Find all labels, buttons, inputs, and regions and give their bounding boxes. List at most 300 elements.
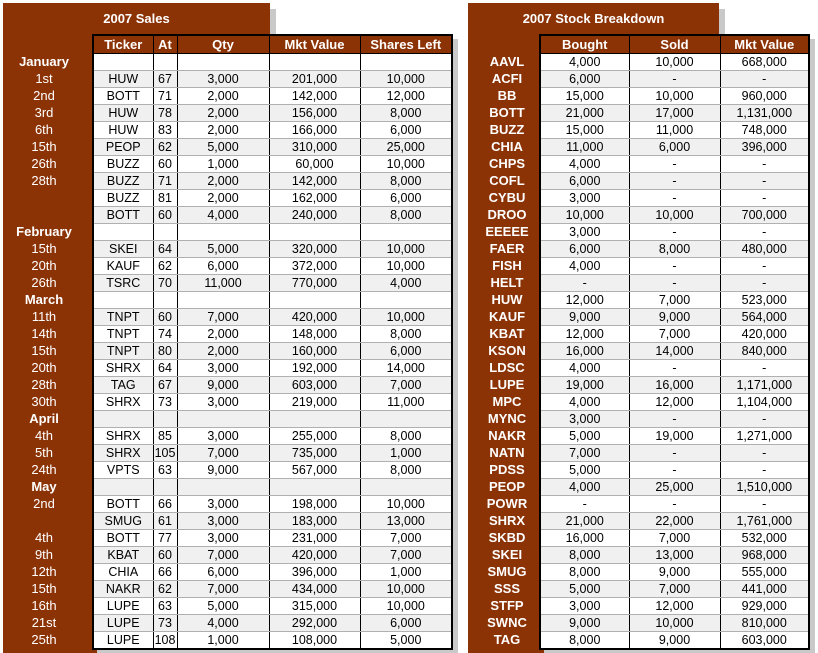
table-cell[interactable]: 603,000 bbox=[269, 377, 360, 394]
table-cell[interactable]: 11,000 bbox=[360, 394, 452, 411]
table-cell[interactable]: 9,000 bbox=[177, 462, 269, 479]
table-cell[interactable]: 16,000 bbox=[629, 377, 720, 394]
table-cell[interactable]: 7,000 bbox=[629, 326, 720, 343]
header-bought[interactable]: Bought bbox=[540, 35, 629, 54]
table-cell[interactable] bbox=[360, 224, 452, 241]
table-cell[interactable]: 142,000 bbox=[269, 88, 360, 105]
table-cell[interactable]: 73 bbox=[153, 615, 177, 632]
table-cell[interactable]: TSRC bbox=[93, 275, 153, 292]
table-cell[interactable]: TNPT bbox=[93, 309, 153, 326]
table-cell[interactable]: 148,000 bbox=[269, 326, 360, 343]
table-cell[interactable]: - bbox=[629, 360, 720, 377]
table-cell[interactable]: 700,000 bbox=[720, 207, 809, 224]
table-cell[interactable]: 2,000 bbox=[177, 190, 269, 207]
table-cell[interactable]: - bbox=[629, 462, 720, 479]
table-cell[interactable]: 3,000 bbox=[540, 598, 629, 615]
table-cell[interactable]: 2,000 bbox=[177, 122, 269, 139]
table-cell[interactable]: - bbox=[720, 496, 809, 513]
table-cell[interactable] bbox=[360, 292, 452, 309]
table-cell[interactable]: 4,000 bbox=[540, 156, 629, 173]
table-cell[interactable]: - bbox=[720, 224, 809, 241]
table-cell[interactable]: KAUF bbox=[93, 258, 153, 275]
table-cell[interactable]: - bbox=[629, 224, 720, 241]
table-cell[interactable]: BOTT bbox=[93, 530, 153, 547]
header-shares-left[interactable]: Shares Left bbox=[360, 35, 452, 54]
table-cell[interactable]: 3,000 bbox=[177, 394, 269, 411]
table-cell[interactable]: 420,000 bbox=[720, 326, 809, 343]
ticker-label: FAER bbox=[489, 241, 525, 256]
date-label: 28th bbox=[31, 173, 57, 188]
table-cell[interactable]: 67 bbox=[153, 71, 177, 88]
table-cell[interactable]: 108 bbox=[154, 633, 176, 647]
table-cell[interactable]: 1,171,000 bbox=[720, 377, 809, 394]
table-cell[interactable] bbox=[177, 479, 269, 496]
table-cell[interactable]: 4,000 bbox=[540, 54, 629, 71]
table-cell[interactable] bbox=[93, 292, 153, 309]
table-cell[interactable]: 4,000 bbox=[540, 479, 629, 496]
table-cell[interactable]: NAKR bbox=[93, 581, 153, 598]
table-cell[interactable]: 21,000 bbox=[540, 513, 629, 530]
table-cell[interactable]: 8,000 bbox=[360, 462, 452, 479]
table-cell[interactable]: 1,510,000 bbox=[720, 479, 809, 496]
table-cell[interactable]: 372,000 bbox=[269, 258, 360, 275]
table-cell[interactable]: - bbox=[629, 156, 720, 173]
table-cell[interactable] bbox=[153, 292, 177, 309]
table-cell[interactable]: 7,000 bbox=[360, 530, 452, 547]
table-cell[interactable]: 4,000 bbox=[360, 275, 452, 292]
table-cell[interactable]: 10,000 bbox=[629, 88, 720, 105]
table-cell[interactable]: 15,000 bbox=[540, 122, 629, 139]
table-cell[interactable]: 11,000 bbox=[540, 139, 629, 156]
table-cell[interactable]: 80 bbox=[153, 343, 177, 360]
table-cell[interactable]: 9,000 bbox=[540, 615, 629, 632]
table-cell[interactable]: 60 bbox=[153, 309, 177, 326]
table-cell[interactable]: 166,000 bbox=[269, 122, 360, 139]
table-cell[interactable]: - bbox=[720, 71, 809, 88]
table-cell[interactable]: - bbox=[720, 156, 809, 173]
table-cell[interactable]: - bbox=[540, 275, 629, 292]
table-cell[interactable]: 420,000 bbox=[269, 547, 360, 564]
table-cell[interactable]: 10,000 bbox=[360, 241, 452, 258]
table-cell[interactable] bbox=[93, 54, 153, 71]
table-cell[interactable]: 6,000 bbox=[360, 343, 452, 360]
table-cell[interactable]: 9,000 bbox=[177, 377, 269, 394]
table-cell[interactable]: 532,000 bbox=[720, 530, 809, 547]
table-cell[interactable]: 17,000 bbox=[629, 105, 720, 122]
table-cell[interactable]: 8,000 bbox=[540, 632, 629, 650]
table-cell[interactable]: 3,000 bbox=[177, 71, 269, 88]
table-cell[interactable]: 219,000 bbox=[269, 394, 360, 411]
table-cell[interactable]: 3,000 bbox=[540, 411, 629, 428]
table-cell[interactable]: 10,000 bbox=[360, 496, 452, 513]
table-cell[interactable]: HUW bbox=[93, 122, 153, 139]
table-cell[interactable]: 12,000 bbox=[540, 326, 629, 343]
table-cell[interactable]: 6,000 bbox=[360, 122, 452, 139]
table-cell[interactable]: 81 bbox=[153, 190, 177, 207]
table-cell[interactable]: 156,000 bbox=[269, 105, 360, 122]
table-cell[interactable]: TAG bbox=[93, 377, 153, 394]
table-cell[interactable]: - bbox=[720, 258, 809, 275]
table-cell[interactable]: 7,000 bbox=[177, 581, 269, 598]
table-cell[interactable]: 523,000 bbox=[720, 292, 809, 309]
table-cell[interactable]: 22,000 bbox=[629, 513, 720, 530]
table-cell[interactable]: 564,000 bbox=[720, 309, 809, 326]
table-cell[interactable]: 9,000 bbox=[629, 564, 720, 581]
table-cell[interactable]: SHRX bbox=[93, 428, 153, 445]
table-cell[interactable]: 3,000 bbox=[177, 428, 269, 445]
table-cell[interactable]: - bbox=[720, 445, 809, 462]
header-ticker[interactable]: Ticker bbox=[93, 35, 153, 54]
table-cell[interactable]: 3,000 bbox=[177, 513, 269, 530]
table-cell[interactable]: SMUG bbox=[93, 513, 153, 530]
table-cell[interactable]: 231,000 bbox=[269, 530, 360, 547]
table-cell[interactable]: 2,000 bbox=[177, 88, 269, 105]
table-row bbox=[93, 530, 452, 547]
table-cell[interactable]: 78 bbox=[153, 105, 177, 122]
table-cell[interactable]: 8,000 bbox=[540, 547, 629, 564]
table-cell[interactable]: VPTS bbox=[93, 462, 153, 479]
table-cell[interactable]: 10,000 bbox=[540, 207, 629, 224]
table-cell[interactable]: - bbox=[720, 462, 809, 479]
table-cell[interactable]: 12,000 bbox=[360, 88, 452, 105]
table-cell[interactable]: 9,000 bbox=[540, 309, 629, 326]
table-cell[interactable]: 14,000 bbox=[360, 360, 452, 377]
table-cell[interactable]: 567,000 bbox=[269, 462, 360, 479]
table-cell[interactable]: PEOP bbox=[93, 139, 153, 156]
table-cell[interactable]: 13,000 bbox=[629, 547, 720, 564]
ticker-label: BUZZ bbox=[489, 122, 525, 137]
table-cell[interactable]: 192,000 bbox=[269, 360, 360, 377]
table-cell[interactable]: 9,000 bbox=[629, 309, 720, 326]
table-cell[interactable]: - bbox=[629, 71, 720, 88]
table-cell[interactable]: 2,000 bbox=[177, 173, 269, 190]
table-cell[interactable]: 770,000 bbox=[269, 275, 360, 292]
table-cell[interactable]: 320,000 bbox=[269, 241, 360, 258]
table-cell[interactable]: 5,000 bbox=[360, 632, 452, 650]
table-cell[interactable]: 968,000 bbox=[720, 547, 809, 564]
table-cell[interactable]: 480,000 bbox=[720, 241, 809, 258]
table-cell[interactable] bbox=[269, 479, 360, 496]
table-cell[interactable] bbox=[360, 54, 452, 71]
table-cell[interactable]: 64 bbox=[153, 241, 177, 258]
table-cell[interactable]: 10,000 bbox=[360, 309, 452, 326]
header-sold[interactable]: Sold bbox=[629, 35, 720, 54]
table-cell[interactable] bbox=[93, 224, 153, 241]
table-cell[interactable]: 603,000 bbox=[720, 632, 809, 650]
table-cell[interactable]: - bbox=[629, 173, 720, 190]
table-cell[interactable]: 1,000 bbox=[360, 445, 452, 462]
table-cell[interactable]: SHRX bbox=[93, 445, 153, 462]
sales-table bbox=[92, 34, 453, 650]
table-cell[interactable]: 6,000 bbox=[540, 173, 629, 190]
table-cell[interactable]: BUZZ bbox=[93, 156, 153, 173]
table-cell[interactable]: 8,000 bbox=[360, 105, 452, 122]
table-cell[interactable]: 7,000 bbox=[177, 547, 269, 564]
table-cell[interactable]: 66 bbox=[153, 564, 177, 581]
table-cell[interactable]: 83 bbox=[153, 122, 177, 139]
table-cell[interactable]: 77 bbox=[153, 530, 177, 547]
date-label: 4th bbox=[34, 530, 54, 545]
table-cell[interactable] bbox=[153, 224, 177, 241]
table-row bbox=[93, 462, 452, 479]
table-cell[interactable]: 5,000 bbox=[540, 428, 629, 445]
table-cell[interactable]: 5,000 bbox=[540, 581, 629, 598]
date-label: 20th bbox=[31, 258, 57, 273]
table-cell[interactable]: 7,000 bbox=[629, 292, 720, 309]
table-cell[interactable]: 9,000 bbox=[629, 632, 720, 650]
table-cell[interactable]: 14,000 bbox=[629, 343, 720, 360]
table-cell[interactable]: 240,000 bbox=[269, 207, 360, 224]
table-cell[interactable]: 67 bbox=[153, 377, 177, 394]
table-cell[interactable] bbox=[177, 292, 269, 309]
table-cell[interactable]: 6,000 bbox=[540, 71, 629, 88]
stock-ticker-labels bbox=[466, 53, 548, 648]
table-cell[interactable]: 315,000 bbox=[269, 598, 360, 615]
table-cell[interactable]: 555,000 bbox=[720, 564, 809, 581]
table-cell[interactable]: LUPE bbox=[93, 615, 153, 632]
table-cell[interactable]: 11,000 bbox=[629, 122, 720, 139]
table-cell[interactable]: 840,000 bbox=[720, 343, 809, 360]
table-cell[interactable]: 6,000 bbox=[177, 258, 269, 275]
table-cell[interactable]: BUZZ bbox=[93, 173, 153, 190]
table-cell[interactable]: SKEI bbox=[93, 241, 153, 258]
table-cell[interactable]: - bbox=[720, 411, 809, 428]
table-cell[interactable]: SHRX bbox=[93, 360, 153, 377]
table-cell[interactable]: 4,000 bbox=[177, 207, 269, 224]
table-cell[interactable] bbox=[360, 479, 452, 496]
table-cell[interactable]: 3,000 bbox=[177, 530, 269, 547]
table-cell[interactable]: 198,000 bbox=[269, 496, 360, 513]
table-cell[interactable] bbox=[93, 479, 153, 496]
table-cell[interactable]: 62 bbox=[153, 258, 177, 275]
table-cell[interactable]: 396,000 bbox=[269, 564, 360, 581]
table-cell[interactable]: 62 bbox=[153, 581, 177, 598]
table-cell[interactable]: 310,000 bbox=[269, 139, 360, 156]
table-cell[interactable]: 61 bbox=[153, 513, 177, 530]
table-cell[interactable]: 7,000 bbox=[177, 445, 269, 462]
table-row bbox=[93, 309, 452, 326]
table-cell[interactable]: 105 bbox=[154, 446, 176, 460]
table-cell[interactable]: BOTT bbox=[93, 496, 153, 513]
table-cell[interactable]: 6,000 bbox=[360, 190, 452, 207]
table-cell[interactable]: 1,761,000 bbox=[720, 513, 809, 530]
table-cell[interactable]: 7,000 bbox=[360, 377, 452, 394]
table-cell[interactable]: 10,000 bbox=[629, 54, 720, 71]
table-cell[interactable]: 12,000 bbox=[540, 292, 629, 309]
table-cell[interactable]: 12,000 bbox=[629, 394, 720, 411]
table-cell[interactable]: 748,000 bbox=[720, 122, 809, 139]
table-cell[interactable]: 735,000 bbox=[269, 445, 360, 462]
table-cell[interactable]: 21,000 bbox=[540, 105, 629, 122]
table-cell[interactable]: 1,104,000 bbox=[720, 394, 809, 411]
table-cell[interactable] bbox=[153, 54, 177, 71]
table-cell[interactable]: 15,000 bbox=[540, 88, 629, 105]
table-cell[interactable]: TNPT bbox=[93, 343, 153, 360]
table-cell[interactable]: 810,000 bbox=[720, 615, 809, 632]
ticker-label: MYNC bbox=[487, 411, 527, 426]
table-cell[interactable]: 71 bbox=[153, 173, 177, 190]
header-stock-mkt-value[interactable]: Mkt Value bbox=[720, 35, 809, 54]
table-cell[interactable]: 162,000 bbox=[269, 190, 360, 207]
table-cell[interactable]: 441,000 bbox=[720, 581, 809, 598]
table-cell[interactable]: 85 bbox=[153, 428, 177, 445]
header-at[interactable]: At bbox=[153, 35, 177, 54]
table-cell[interactable]: 6,000 bbox=[540, 241, 629, 258]
table-cell[interactable]: 73 bbox=[153, 394, 177, 411]
table-cell[interactable]: - bbox=[720, 360, 809, 377]
table-cell[interactable] bbox=[153, 479, 177, 496]
table-cell[interactable] bbox=[177, 54, 269, 71]
table-cell[interactable]: 10,000 bbox=[629, 615, 720, 632]
table-cell[interactable]: 1,131,000 bbox=[720, 105, 809, 122]
table-cell[interactable]: 11,000 bbox=[177, 275, 269, 292]
table-cell[interactable]: 3,000 bbox=[177, 360, 269, 377]
table-cell[interactable]: 201,000 bbox=[269, 71, 360, 88]
table-cell[interactable]: 8,000 bbox=[360, 428, 452, 445]
table-cell[interactable]: HUW bbox=[93, 105, 153, 122]
table-cell[interactable]: 4,000 bbox=[177, 615, 269, 632]
table-cell[interactable]: 183,000 bbox=[269, 513, 360, 530]
table-cell[interactable]: 7,000 bbox=[629, 581, 720, 598]
table-cell[interactable] bbox=[177, 411, 269, 428]
table-cell[interactable]: 960,000 bbox=[720, 88, 809, 105]
table-cell[interactable]: 4,000 bbox=[540, 258, 629, 275]
header-qty[interactable]: Qty bbox=[177, 35, 269, 54]
table-cell[interactable]: 4,000 bbox=[540, 360, 629, 377]
table-cell[interactable]: SHRX bbox=[93, 394, 153, 411]
table-cell[interactable]: 8,000 bbox=[360, 326, 452, 343]
table-cell[interactable] bbox=[269, 411, 360, 428]
table-cell[interactable] bbox=[269, 292, 360, 309]
table-cell[interactable]: 7,000 bbox=[360, 547, 452, 564]
table-cell[interactable]: KBAT bbox=[93, 547, 153, 564]
table-cell[interactable]: 7,000 bbox=[629, 530, 720, 547]
table-cell[interactable]: 3,000 bbox=[177, 496, 269, 513]
table-cell[interactable]: LUPE bbox=[93, 632, 153, 650]
table-cell[interactable]: 8,000 bbox=[540, 564, 629, 581]
table-cell[interactable]: 19,000 bbox=[540, 377, 629, 394]
table-cell[interactable]: 10,000 bbox=[629, 207, 720, 224]
table-cell[interactable]: 63 bbox=[153, 598, 177, 615]
table-cell[interactable]: - bbox=[629, 445, 720, 462]
table-cell[interactable]: 292,000 bbox=[269, 615, 360, 632]
table-cell[interactable]: 255,000 bbox=[269, 428, 360, 445]
table-cell[interactable]: 62 bbox=[153, 139, 177, 156]
table-cell[interactable]: 2,000 bbox=[177, 343, 269, 360]
table-cell[interactable]: 10,000 bbox=[360, 258, 452, 275]
table-cell[interactable]: 10,000 bbox=[360, 581, 452, 598]
table-cell[interactable]: 142,000 bbox=[269, 173, 360, 190]
table-cell[interactable]: - bbox=[629, 411, 720, 428]
table-cell[interactable]: 4,000 bbox=[540, 394, 629, 411]
table-cell[interactable]: 1,271,000 bbox=[720, 428, 809, 445]
table-cell[interactable]: 3,000 bbox=[540, 224, 629, 241]
table-cell[interactable]: 16,000 bbox=[540, 343, 629, 360]
table-cell[interactable]: 60 bbox=[153, 207, 177, 224]
table-cell[interactable]: 1,000 bbox=[177, 156, 269, 173]
table-cell[interactable]: 25,000 bbox=[629, 479, 720, 496]
table-cell[interactable]: 6,000 bbox=[629, 139, 720, 156]
table-cell[interactable]: 74 bbox=[153, 326, 177, 343]
table-cell[interactable]: - bbox=[629, 190, 720, 207]
table-cell[interactable]: 13,000 bbox=[360, 513, 452, 530]
table-cell[interactable]: 420,000 bbox=[269, 309, 360, 326]
table-cell[interactable]: 108,000 bbox=[269, 632, 360, 650]
table-cell[interactable]: 63 bbox=[153, 462, 177, 479]
table-cell[interactable]: 2,000 bbox=[177, 105, 269, 122]
table-cell[interactable] bbox=[269, 54, 360, 71]
table-cell[interactable]: 2,000 bbox=[177, 326, 269, 343]
table-cell[interactable]: 5,000 bbox=[177, 139, 269, 156]
table-cell[interactable]: 7,000 bbox=[177, 309, 269, 326]
table-cell[interactable]: 60 bbox=[153, 547, 177, 564]
table-cell[interactable]: 10,000 bbox=[360, 598, 452, 615]
table-cell[interactable]: - bbox=[629, 258, 720, 275]
table-cell[interactable]: 1,000 bbox=[177, 632, 269, 650]
table-cell[interactable]: - bbox=[540, 496, 629, 513]
table-cell[interactable]: - bbox=[720, 173, 809, 190]
table-cell[interactable]: 8,000 bbox=[629, 241, 720, 258]
table-cell[interactable]: LUPE bbox=[93, 598, 153, 615]
table-cell[interactable]: 5,000 bbox=[540, 462, 629, 479]
table-cell[interactable]: 8,000 bbox=[360, 173, 452, 190]
table-cell[interactable] bbox=[93, 411, 153, 428]
table-cell[interactable]: 7,000 bbox=[540, 445, 629, 462]
table-cell[interactable]: 10,000 bbox=[360, 71, 452, 88]
table-cell[interactable] bbox=[153, 411, 177, 428]
table-cell[interactable]: - bbox=[720, 275, 809, 292]
table-cell[interactable]: - bbox=[720, 190, 809, 207]
table-cell[interactable]: BOTT bbox=[93, 207, 153, 224]
table-cell[interactable]: 71 bbox=[153, 88, 177, 105]
table-cell[interactable]: BOTT bbox=[93, 88, 153, 105]
table-cell[interactable]: 70 bbox=[153, 275, 177, 292]
table-cell[interactable] bbox=[269, 224, 360, 241]
table-cell[interactable] bbox=[360, 411, 452, 428]
table-cell[interactable]: 3,000 bbox=[540, 190, 629, 207]
table-cell[interactable]: 929,000 bbox=[720, 598, 809, 615]
table-cell[interactable]: 434,000 bbox=[269, 581, 360, 598]
table-cell[interactable]: TNPT bbox=[93, 326, 153, 343]
table-cell[interactable]: CHIA bbox=[93, 564, 153, 581]
table-cell[interactable]: 5,000 bbox=[177, 241, 269, 258]
table-cell[interactable]: 19,000 bbox=[629, 428, 720, 445]
header-mkt-value[interactable]: Mkt Value bbox=[269, 35, 360, 54]
table-cell[interactable]: 66 bbox=[153, 496, 177, 513]
table-cell[interactable]: 160,000 bbox=[269, 343, 360, 360]
table-cell[interactable]: 25,000 bbox=[360, 139, 452, 156]
table-cell[interactable]: HUW bbox=[93, 71, 153, 88]
table-cell[interactable]: 12,000 bbox=[629, 598, 720, 615]
table-cell[interactable]: 60 bbox=[153, 156, 177, 173]
table-cell[interactable]: BUZZ bbox=[93, 190, 153, 207]
table-cell[interactable]: 5,000 bbox=[177, 598, 269, 615]
table-cell[interactable]: 396,000 bbox=[720, 139, 809, 156]
table-cell[interactable]: 64 bbox=[153, 360, 177, 377]
table-cell[interactable]: 1,000 bbox=[360, 564, 452, 581]
table-cell[interactable]: - bbox=[629, 496, 720, 513]
ticker-label: PDSS bbox=[489, 462, 525, 477]
table-cell[interactable]: 6,000 bbox=[360, 615, 452, 632]
table-cell[interactable]: 60,000 bbox=[269, 156, 360, 173]
table-cell[interactable]: 10,000 bbox=[360, 156, 452, 173]
table-cell[interactable]: 668,000 bbox=[720, 54, 809, 71]
table-cell[interactable]: 8,000 bbox=[360, 207, 452, 224]
table-cell[interactable]: 6,000 bbox=[177, 564, 269, 581]
table-cell[interactable] bbox=[177, 224, 269, 241]
table-cell[interactable]: - bbox=[629, 275, 720, 292]
table-cell[interactable]: 16,000 bbox=[540, 530, 629, 547]
